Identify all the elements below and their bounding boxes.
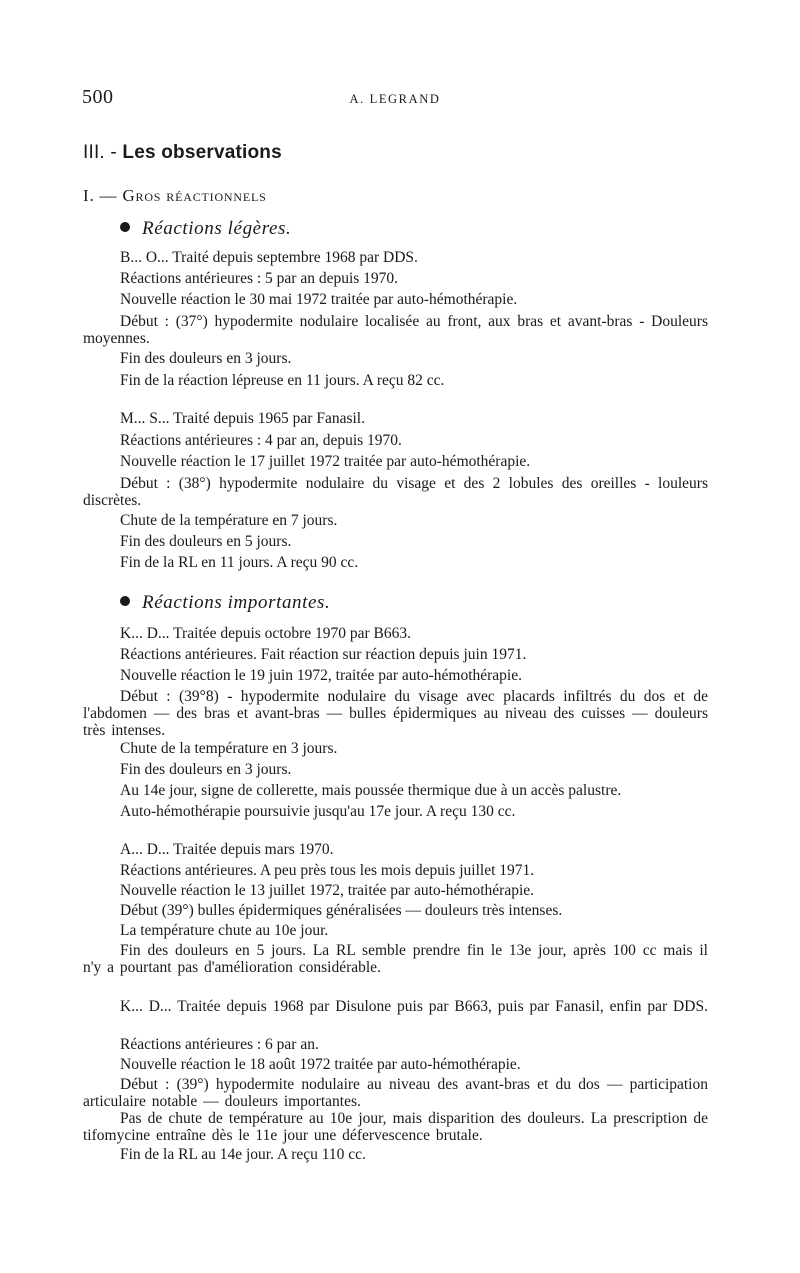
case-2-line-2: Réactions antérieures : 4 par an, depuis 1970. [120, 432, 402, 449]
bullet-icon [120, 596, 130, 606]
case-3-line-7: Au 14e jour, signe de collerette, mais poussée thermique due à un accès palustre. [120, 782, 622, 799]
case-4-line-1: A... D... Traitée depuis mars 1970. [120, 841, 334, 858]
case-3-line-6: Fin des douleurs en 3 jours. [120, 761, 292, 778]
section-heading [83, 142, 282, 164]
case-4-paragraph-6: Fin des douleurs en 5 jours. La RL semble prendre fin le 13e jour, après 100 cc mais il n'y a pourtant pas d'amélioration considérable. [83, 942, 708, 976]
case-2-paragraph-4: Début : (38°) hypodermite nodulaire du visage et des 2 lobules des oreilles - louleurs discrètes. [83, 475, 708, 509]
case-4-line-4: Début (39°) bulles épidermiques généralisées — douleurs très intenses. [120, 902, 563, 919]
subsection-title: Gros réactionnels [122, 186, 267, 205]
subsection-prefix: I. — [83, 186, 118, 205]
case-1-line-3: Nouvelle réaction le 30 mai 1972 traitée par auto-hémothérapie. [120, 291, 518, 308]
case-3-line-1: K... D... Traitée depuis octobre 1970 par B663. [120, 625, 412, 642]
case-5-line-2: Réactions antérieures : 6 par an. [120, 1036, 319, 1053]
bullet-icon [120, 222, 130, 232]
case-1-line-2: Réactions antérieures : 5 par an depuis 1970. [120, 270, 399, 287]
case-2-line-5: Chute de la température en 7 jours. [120, 512, 338, 529]
case-4-line-2: Réactions antérieures. A peu près tous les mois depuis juillet 1971. [120, 862, 535, 879]
case-3-line-3: Nouvelle réaction le 19 juin 1972, traitée par auto-hémothérapie. [120, 667, 522, 684]
case-2-line-1: M... S... Traité depuis 1965 par Fanasil. [120, 410, 365, 427]
case-1-paragraph-4: Début : (37°) hypodermite nodulaire localisée au front, aux bras et avant-bras - Douleurs moyennes. [83, 313, 708, 347]
section-number: III. - [83, 142, 117, 163]
case-3-line-5: Chute de la température en 3 jours. [120, 740, 338, 757]
running-head: A. LEGRAND [349, 92, 441, 106]
category-heading-legeres [120, 218, 291, 240]
case-3-line-2: Réactions antérieures. Fait réaction sur réaction depuis juin 1971. [120, 646, 527, 663]
case-5-paragraph-4: Début : (39°) hypodermite nodulaire au niveau des avant-bras et du dos — participation articulaire notable — douleurs importantes. [83, 1076, 708, 1110]
page-number: 500 [82, 86, 114, 108]
case-5-paragraph-1: K... D... Traitée depuis 1968 par Disulone puis par B663, puis par Fanasil, enfin par DDS. [120, 998, 708, 1015]
category-heading-importantes [120, 592, 330, 614]
case-2-line-6: Fin des douleurs en 5 jours. [120, 533, 292, 550]
case-3-paragraph-4: Début : (39°8) - hypodermite nodulaire du visage avec placards infiltrés du dos et de l'abdomen — des bras et avant-bras — bulles épidermiques au niveau des cuisses — douleurs très intenses. [83, 688, 708, 739]
category-label: Réactions importantes. [142, 592, 331, 613]
case-5-line-3: Nouvelle réaction le 18 août 1972 traitée par auto-hémothérapie. [120, 1056, 521, 1073]
case-5-paragraph-5: Pas de chute de température au 10e jour, mais disparition des douleurs. La prescription de tifomycine entraîne dès le 11e jour une défervescence brutale. [83, 1110, 708, 1144]
case-5-line-6: Fin de la RL au 14e jour. A reçu 110 cc. [120, 1146, 366, 1163]
case-1-line-5: Fin des douleurs en 3 jours. [120, 350, 292, 367]
category-label: Réactions légères. [142, 218, 292, 239]
case-1-line-1: B... O... Traité depuis septembre 1968 par DDS. [120, 249, 418, 266]
case-3-line-8: Auto-hémothérapie poursuivie jusqu'au 17e jour. A reçu 130 cc. [120, 803, 516, 820]
case-2-line-7: Fin de la RL en 11 jours. A reçu 90 cc. [120, 554, 359, 571]
case-1-line-6: Fin de la réaction lépreuse en 11 jours. A reçu 82 cc. [120, 372, 445, 389]
subsection-heading [83, 186, 267, 206]
case-4-line-3: Nouvelle réaction le 13 juillet 1972, traitée par auto-hémothérapie. [120, 882, 535, 899]
case-2-line-3: Nouvelle réaction le 17 juillet 1972 traitée par auto-hémothérapie. [120, 453, 531, 470]
case-4-line-5: La température chute au 10e jour. [120, 922, 329, 939]
section-title: Les observations [122, 142, 282, 163]
